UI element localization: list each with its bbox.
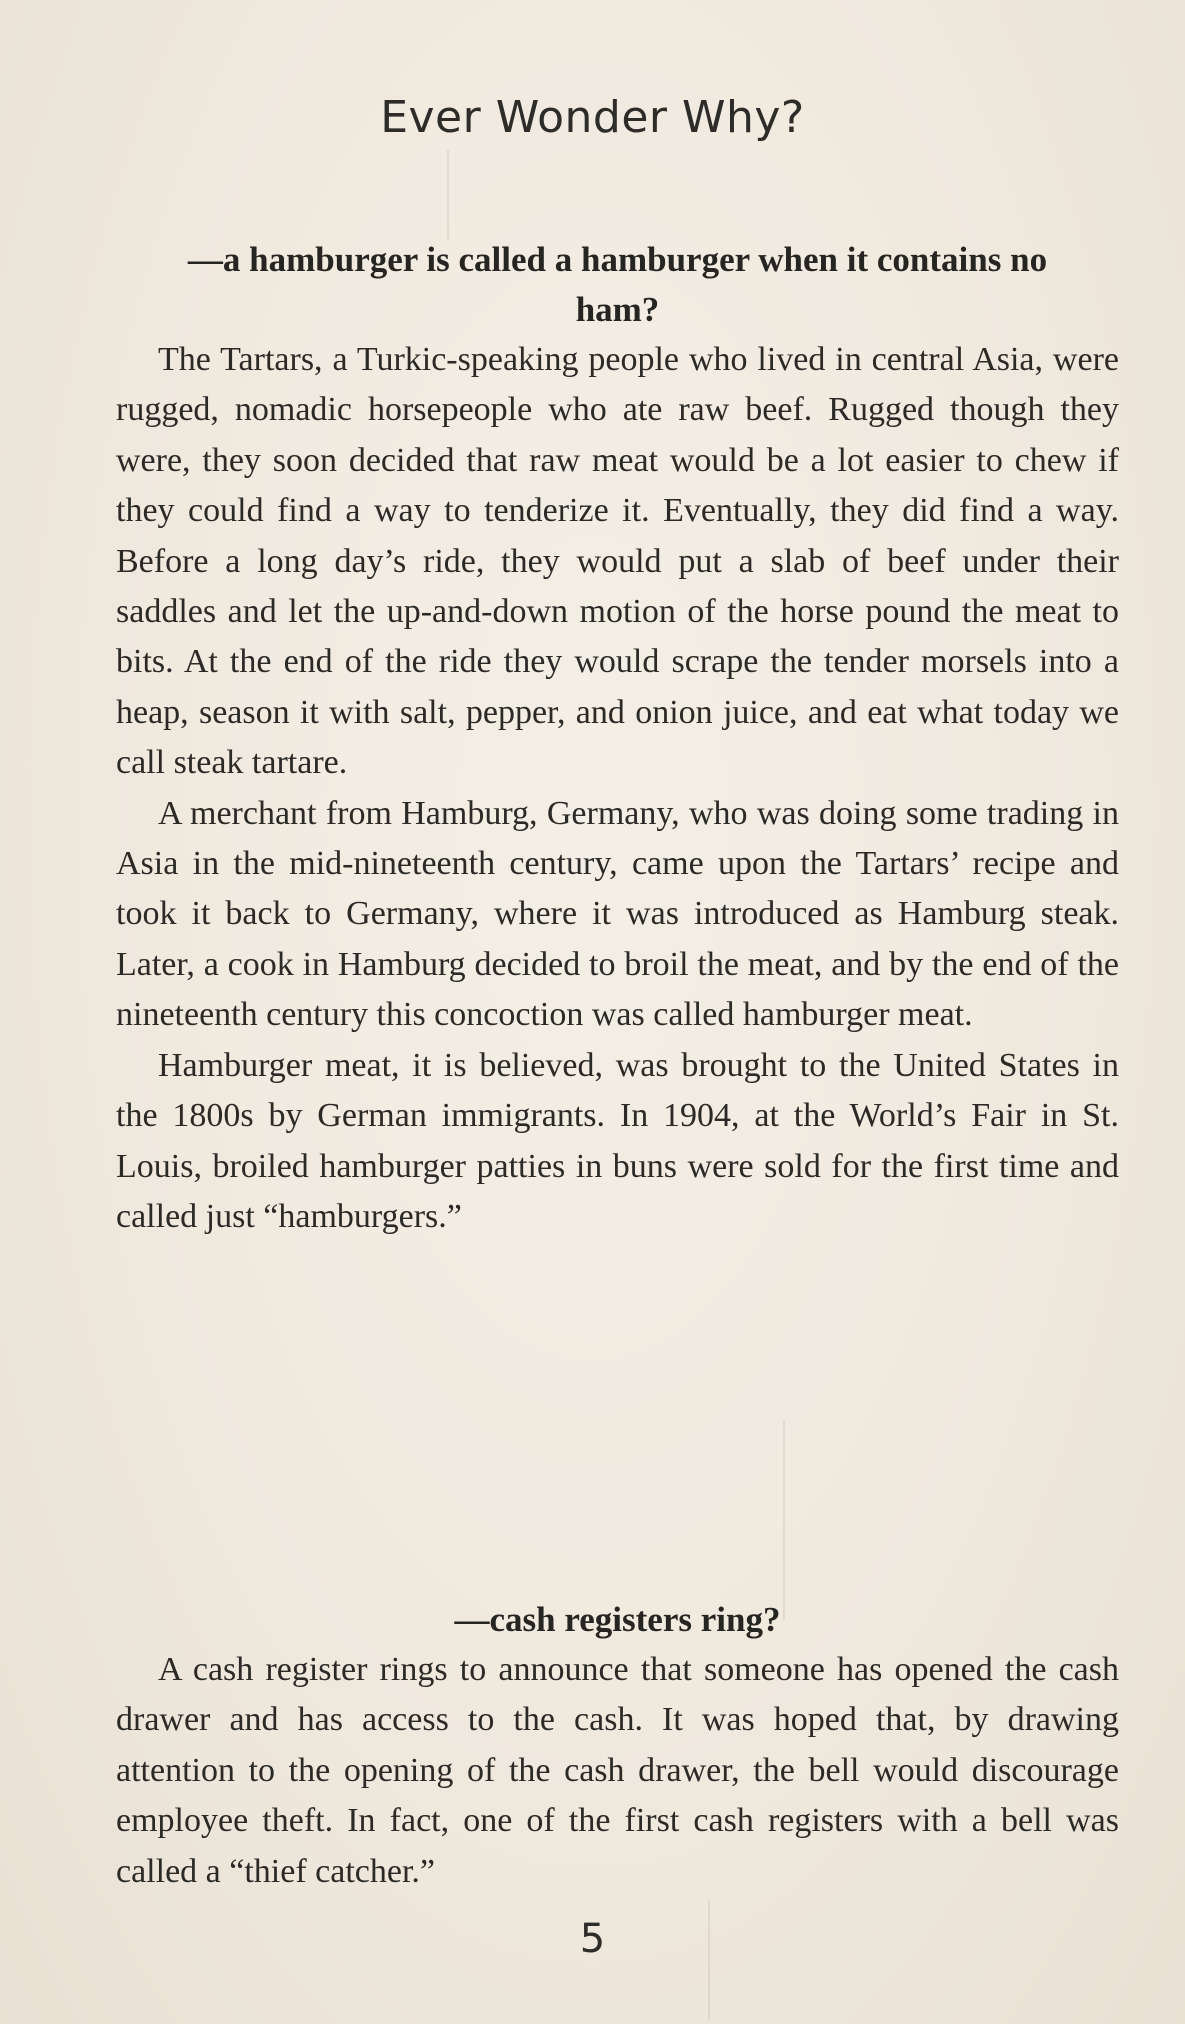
section-hamburger bbox=[116, 235, 1119, 1242]
page-crease bbox=[447, 150, 449, 240]
page-crease bbox=[783, 1420, 785, 1620]
paragraph: Hamburger meat, it is believed, was brought to the United States in the 1800s by German immigrants. In 1904, at the World’s Fair in St. Louis, broiled hamburger patties in buns were sold for the first time and called just “hamburgers.” bbox=[116, 1046, 1119, 1235]
section-question: —cash registers ring? bbox=[454, 1600, 781, 1639]
section-question: —a hamburger is called a hamburger when it contains no ham? bbox=[187, 240, 1048, 329]
paragraph: A merchant from Hamburg, Germany, who was doing some trading in Asia in the mid-nineteenth century, came upon the Tartars’ recipe and took it back to Germany, where it was introduced as Hamburg steak. Later, a cook in Hamburg decided to broil the meat, and by the end of the nineteenth century this concoction was called hamburger meat. bbox=[116, 794, 1119, 1034]
section-cash-registers bbox=[116, 1595, 1119, 1897]
paragraph: The Tartars, a Turkic-speaking people who lived in central Asia, were rugged, nomadic horsepeople who ate raw beef. Rugged though they were, they soon decided that raw meat would be a lot easier to chew if they could find a way to tenderize it. Eventually, they did find a way. Before a long day’s ride, they would put a slab of beef under their saddles and let the up-and-down motion of the horse pound the meat to bits. At the end of the ride they would scrape the tender morsels into a heap, season it with salt, pepper, and onion juice, and eat what today we call steak tartare. bbox=[116, 341, 1119, 782]
page-number: 5 bbox=[579, 1916, 606, 1962]
running-title: Ever Wonder Why? bbox=[380, 92, 805, 143]
paragraph: A cash register rings to announce that someone has opened the cash drawer and has access to the cash. It was hoped that, by drawing attention to the opening of the cash drawer, the bell would discourage employee theft. In fact, one of the first cash registers with a bell was called a “thief catcher.” bbox=[116, 1651, 1119, 1890]
